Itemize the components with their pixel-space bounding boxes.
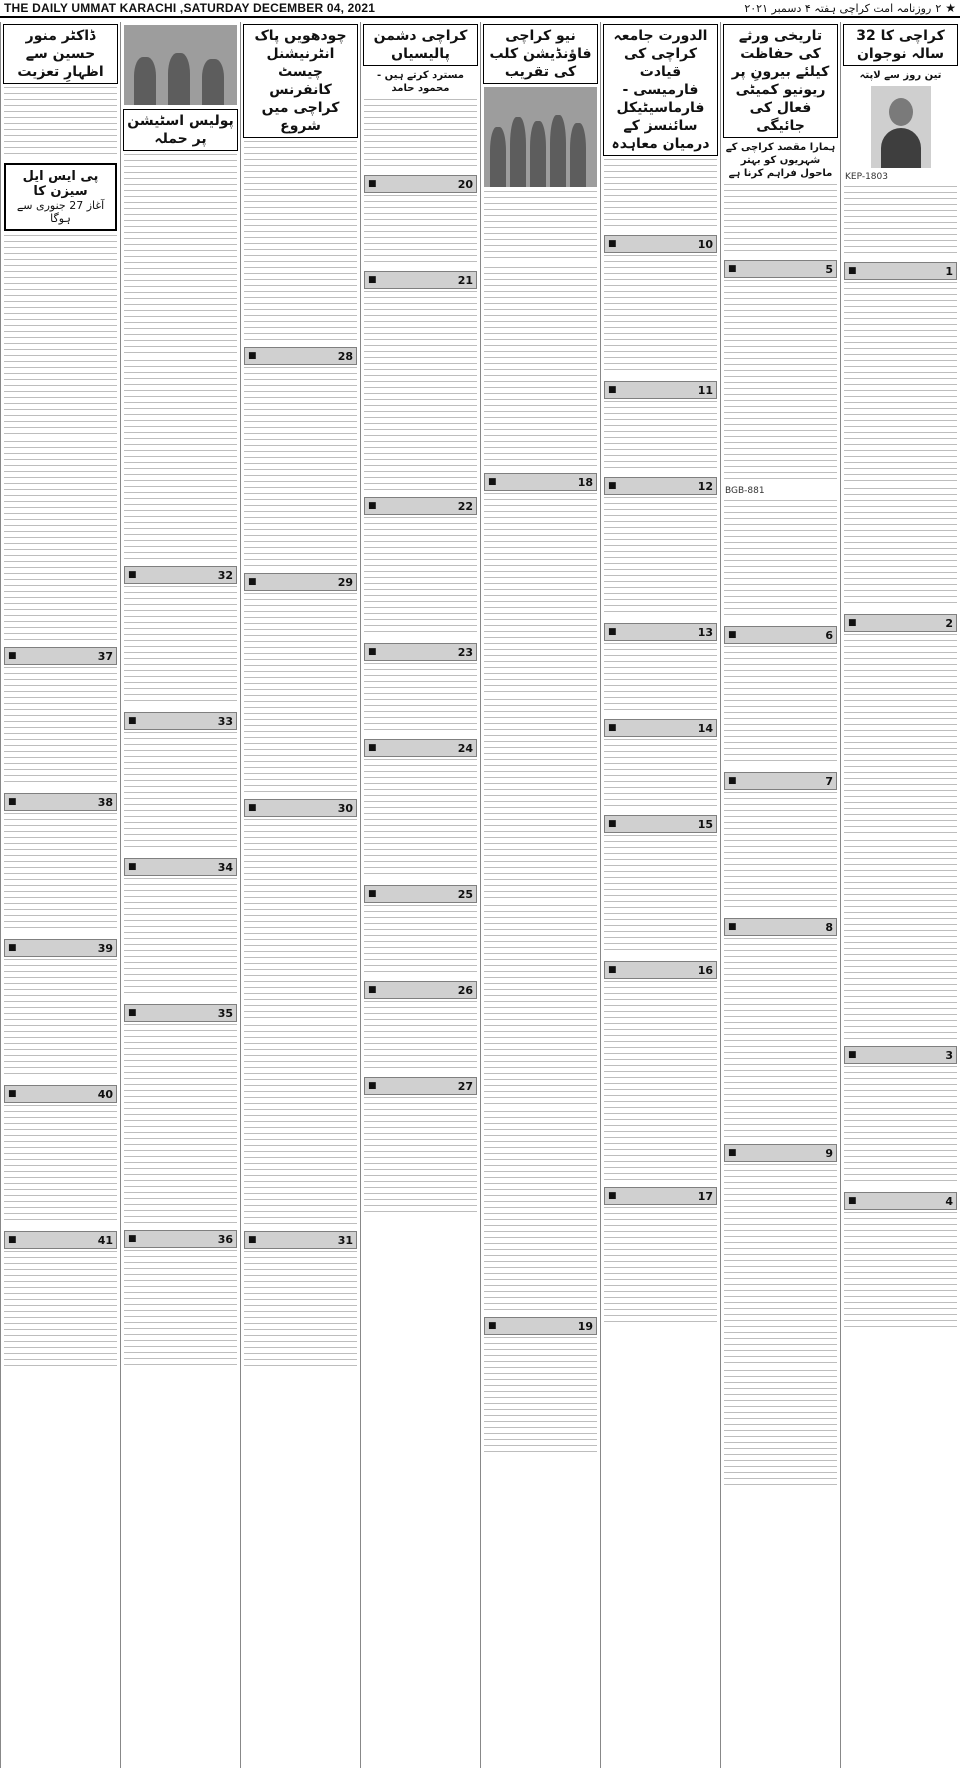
article-text <box>124 732 237 852</box>
item-bar: 27 ■ <box>364 1077 477 1095</box>
article-text <box>844 840 957 1040</box>
item-bar: 13 ■ <box>604 623 717 641</box>
item-bar: 4 ■ <box>844 1192 957 1210</box>
article-text <box>364 291 477 491</box>
subhead: ہمارا مقصد کراچی کے شہریوں کو بہتر ماحول فراہم کرنا ہے <box>725 142 836 179</box>
item-bar: 32 ■ <box>124 566 237 584</box>
article-text <box>364 663 477 733</box>
article-text <box>724 792 837 912</box>
article-text <box>604 255 717 375</box>
item-bar: 36 ■ <box>124 1230 237 1248</box>
item-bar: 11 ■ <box>604 381 717 399</box>
announcement-line-2: آغاز 27 جنوری سے ہوگا <box>16 199 105 225</box>
article-text <box>484 493 597 693</box>
article-text <box>124 360 237 560</box>
item-bar: 8 ■ <box>724 918 837 936</box>
item-bar: 1 ■ <box>844 262 957 280</box>
article-text <box>844 488 957 608</box>
column-8 <box>0 22 120 1768</box>
article-text <box>484 905 597 1105</box>
item-bar: 18 ■ <box>484 473 597 491</box>
headline: کراچی دشمن پالیسیاں <box>363 24 478 66</box>
masthead-urdu <box>744 1 956 15</box>
article-text <box>604 643 717 713</box>
group-photo <box>484 87 597 187</box>
page-number: ۲ <box>935 1 942 15</box>
column-3 <box>600 22 720 1768</box>
masthead-urdu-title: روزنامہ امت کراچی ہفتہ ۴ دسمبر ۲۰۲۱ <box>744 1 932 15</box>
article-text <box>124 1024 237 1224</box>
article-text <box>484 699 597 899</box>
article-text <box>124 586 237 706</box>
article-text <box>244 1251 357 1371</box>
headline: کراچی کا 32 سالہ نوجوان <box>843 24 958 66</box>
item-bar: 29 ■ <box>244 573 357 591</box>
article-text <box>364 99 477 169</box>
star-icon: ★ <box>945 1 956 15</box>
column-5 <box>360 22 480 1768</box>
article-text <box>604 497 717 617</box>
article-text <box>4 959 117 1079</box>
item-bar: 22 ■ <box>364 497 477 515</box>
item-bar: 25 ■ <box>364 885 477 903</box>
item-bar: 6 ■ <box>724 626 837 644</box>
headline: ڈاکٹر منور حسین سے اظہارِ تعزیت <box>3 24 118 84</box>
article-text <box>844 282 957 482</box>
article-text <box>724 280 837 480</box>
article-text <box>4 235 117 435</box>
item-bar: 15 ■ <box>604 815 717 833</box>
article-text <box>604 981 717 1181</box>
item-bar: 20 ■ <box>364 175 477 193</box>
item-bar: 24 ■ <box>364 739 477 757</box>
item-bar: 28 ■ <box>244 347 357 365</box>
item-bar: 33 ■ <box>124 712 237 730</box>
article-text <box>124 154 237 354</box>
item-bar: 31 ■ <box>244 1231 357 1249</box>
article-text <box>124 1250 237 1370</box>
column-6 <box>240 22 360 1768</box>
article-text <box>4 1251 117 1371</box>
column-1 <box>840 22 960 1768</box>
article-text <box>844 1066 957 1186</box>
missing-person-photo <box>871 86 931 168</box>
article-text <box>364 905 477 975</box>
subhead: تین روز سے لاپتہ <box>859 70 942 81</box>
masthead <box>0 0 960 18</box>
headline: تاریخی ورثے کی حفاظت کیلئے بیرونِ پر ریونیو کمیٹی فعال کی جائیگی <box>723 24 838 138</box>
item-bar: 38 ■ <box>4 793 117 811</box>
item-bar: 39 ■ <box>4 939 117 957</box>
article-text <box>724 646 837 766</box>
column-2 <box>720 22 840 1768</box>
item-bar: 21 ■ <box>364 271 477 289</box>
article-text <box>244 593 357 793</box>
article-text <box>124 878 237 998</box>
article-text <box>724 938 837 1138</box>
item-bar: 41 ■ <box>4 1231 117 1249</box>
item-bar: 3 ■ <box>844 1046 957 1064</box>
item-bar: 17 ■ <box>604 1187 717 1205</box>
article-text <box>604 1207 717 1327</box>
article-text <box>484 267 597 467</box>
column-4 <box>480 22 600 1768</box>
item-bar: 9 ■ <box>724 1144 837 1162</box>
subhead: مسترد کرتے ہیں - محمود حامد <box>377 70 464 94</box>
photo-caption: KEP-1803 <box>845 172 888 182</box>
announcement-line-1: پی ایس ایل سیزن کا <box>22 169 99 199</box>
cricket-announcement <box>4 163 117 231</box>
article-text <box>604 835 717 955</box>
item-bar: 16 ■ <box>604 961 717 979</box>
article-text <box>844 634 957 834</box>
article-text <box>244 1025 357 1225</box>
conference-photo <box>124 25 237 105</box>
article-text <box>484 1337 597 1457</box>
article-text <box>604 739 717 809</box>
article-text <box>484 191 597 261</box>
item-bar: 30 ■ <box>244 799 357 817</box>
article-text <box>364 1001 477 1071</box>
masthead-title: THE DAILY UMMAT KARACHI ,SATURDAY DECEMBER 04, 2021 <box>4 1 376 15</box>
article-text <box>604 159 717 229</box>
item-bar: 7 ■ <box>724 772 837 790</box>
item-bar: 23 ■ <box>364 643 477 661</box>
article-text <box>364 759 477 879</box>
item-bar: 37 ■ <box>4 647 117 665</box>
article-text <box>364 1097 477 1217</box>
article-text <box>4 87 117 157</box>
item-bar: 12 ■ <box>604 477 717 495</box>
article-text <box>4 813 117 933</box>
headline: پولیس اسٹیشن پر حملہ <box>123 109 238 151</box>
item-bar: 40 ■ <box>4 1085 117 1103</box>
item-bar: 35 ■ <box>124 1004 237 1022</box>
article-text <box>724 1370 837 1490</box>
article-text <box>244 819 357 1019</box>
article-text <box>844 1212 957 1332</box>
article-text <box>4 1105 117 1225</box>
item-bar: 14 ■ <box>604 719 717 737</box>
headline: چودھویں پاک انٹرنیشنل چیسٹ کانفرنس کراچی میں شروع <box>243 24 358 138</box>
article-text <box>484 1111 597 1311</box>
article-text <box>244 141 357 341</box>
item-bar: 2 ■ <box>844 614 957 632</box>
article-text <box>604 401 717 471</box>
headline: الدورت جامعہ کراچی کی قیادت فارمیسی - فارماسیٹیکل سائنسز کے درمیان معاہدہ <box>603 24 718 156</box>
article-text <box>244 367 357 567</box>
article-text <box>364 195 477 265</box>
item-bar: 10 ■ <box>604 235 717 253</box>
item-bar: 19 ■ <box>484 1317 597 1335</box>
article-text <box>724 1164 837 1364</box>
article-text <box>4 667 117 787</box>
registration-caption: BGB-881 <box>725 486 765 496</box>
item-bar: 5 ■ <box>724 260 837 278</box>
article-text <box>364 517 477 637</box>
article-text <box>844 186 957 256</box>
article-text <box>724 184 837 254</box>
item-bar: 34 ■ <box>124 858 237 876</box>
article-text <box>4 441 117 641</box>
column-7 <box>120 22 240 1768</box>
article-text <box>724 500 837 620</box>
headline: نیو کراچی فاؤنڈیشن کلب کی تقریب <box>483 24 598 84</box>
item-bar: 26 ■ <box>364 981 477 999</box>
